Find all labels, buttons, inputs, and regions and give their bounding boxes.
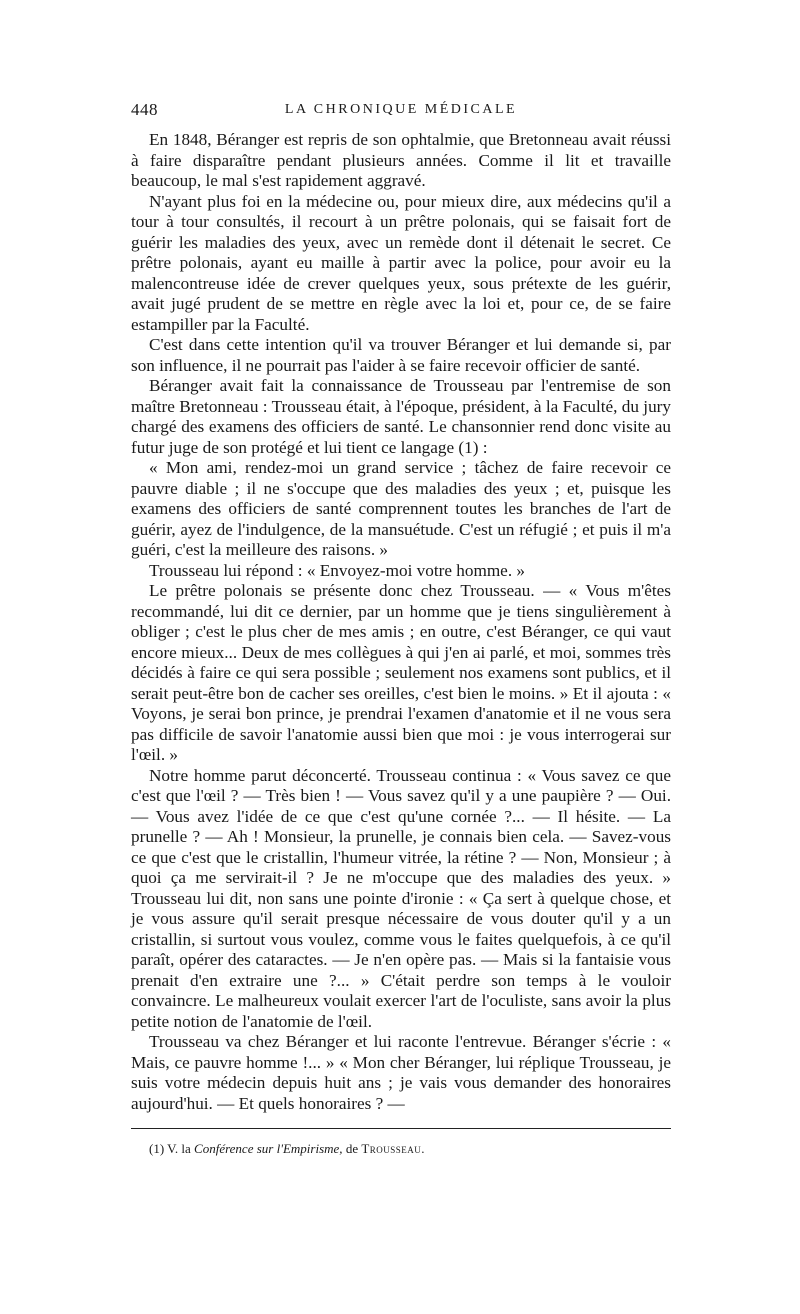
paragraph: En 1848, Béranger est repris de son ophtalmie, que Bretonneau avait réussi à faire disparaître pendant plusieurs années. Comme il lit et travaille beaucoup, le mal s'est rapidement aggravé.	[131, 130, 671, 190]
footnote	[131, 1141, 671, 1157]
paragraph: « Mon ami, rendez-moi un grand service ; tâchez de faire recevoir ce pauvre diable ; il ne s'occupe que des maladies des yeux ; et, puisque les examens des officiers de santé comprennent toutes les branches de l'art de guérir, ayez de l'indulgence, de la mansuétude. C'est un réfugié ; et puis il m'a guéri, c'est la meilleure des raisons. »	[131, 458, 671, 559]
paragraph: C'est dans cette intention qu'il va trouver Béranger et lui demande si, par son influence, il ne pourrait pas l'aider à se faire recevoir officier de santé.	[131, 335, 671, 375]
footnote-divider	[131, 1128, 671, 1129]
footnote-title: Conférence sur l'Empirisme,	[194, 1141, 343, 1156]
paragraph: Béranger avait fait la connaissance de Trousseau par l'entremise de son maître Bretonneau : Trousseau était, à l'époque, président, à la Faculté, du jury chargé des examens des officiers de santé. Le chansonnier rend donc visite au futur juge de son protégé et lui tient ce langage (1) :	[131, 376, 671, 457]
paragraph: Trousseau va chez Béranger et lui raconte l'entrevue. Béranger s'écrie : « Mais, ce pauvre homme !... » « Mon cher Béranger, lui réplique Trousseau, je suis votre médecin depuis huit ans ; je vais vous demander des honoraires aujourd'hui. — Et quels honoraires ? —	[131, 1032, 671, 1113]
page-number: 448	[131, 100, 158, 119]
page-header	[131, 100, 671, 124]
paragraph: Notre homme parut déconcerté. Trousseau continua : « Vous savez ce que c'est que l'œil ? — Très bien ! — Vous savez qu'il y a une paupière ? — Oui. — Vous avez l'idée de ce que c'est qu'une cornée ?... — Il hésite. — La prunelle ? — Ah ! Monsieur, la prunelle, je connais bien cela. — Savez-vous ce que c'est que le cristallin, l'humeur vitrée, la rétine ? — Non, Monsieur ; à quoi ça me servirait-il ? Je ne m'occupe que des maladies des yeux. » Trousseau lui dit, non sans une pointe d'ironie : « Ça sert à quelque chose, et je vous assure qu'il serait presque nécessaire de vous douter qu'il y a un cristallin, si surtout vous voulez, comme vous le faites quelquefois, à ce qu'il paraît, opérer des cataractes. — Je n'en opère pas. — Mais si la fantaisie vous prenait d'en extraire une ?... » C'était perdre son temps à le vouloir convaincre. Le malheureux voulait exercer l'art de l'oculiste, sans avoir la plus petite notion de l'anatomie de l'œil.	[131, 765, 671, 1031]
document-page	[131, 100, 671, 1157]
paragraph: Le prêtre polonais se présente donc chez Trousseau. — « Vous m'êtes recommandé, lui dit ce dernier, par un homme que je tiens singulièrement à obliger ; c'est le plus cher de mes amis ; en outre, c'est Béranger, ce qui vaut encore mieux... Deux de mes collègues à qui j'en ai parlé, et moi, sommes très décidés à faire ce qui sera possible ; seulement nos examens sont publics, et il serait peut-être bon de cacher ses oreilles, c'est bien le moins. » Et il ajouta : « Voyons, je serai bon prince, je prendrai l'examen d'anatomie et il ne vous sera pas difficile de savoir l'anatomie aussi bien que moi : je vous interrogerai sur l'œil. »	[131, 581, 671, 764]
footnote-author: Trousseau.	[361, 1141, 426, 1156]
paragraph: Trousseau lui répond : « Envoyez-moi votre homme. »	[149, 560, 526, 580]
paragraph: N'ayant plus foi en la médecine ou, pour mieux dire, aux médecins qu'il a tour à tour consultés, il recourt à un prêtre polonais, qui se faisait fort de guérir les maladies des yeux, avec un remède dont il détenait le secret. Ce prêtre polonais, ayant eu maille à partir avec la police, pour avoir eu la malencontreuse idée de crever quelques yeux, sous prétexte de les guérir, avait jugé prudent de se mettre en règle avec la loi et, pour ce, de se faire estampiller par la Faculté.	[131, 191, 671, 334]
running-title: LA CHRONIQUE MÉDICALE	[284, 102, 518, 117]
footnote-marker: (1) V. la	[149, 1141, 191, 1156]
footnote-connector: de	[345, 1141, 359, 1156]
body-text	[131, 130, 671, 1114]
